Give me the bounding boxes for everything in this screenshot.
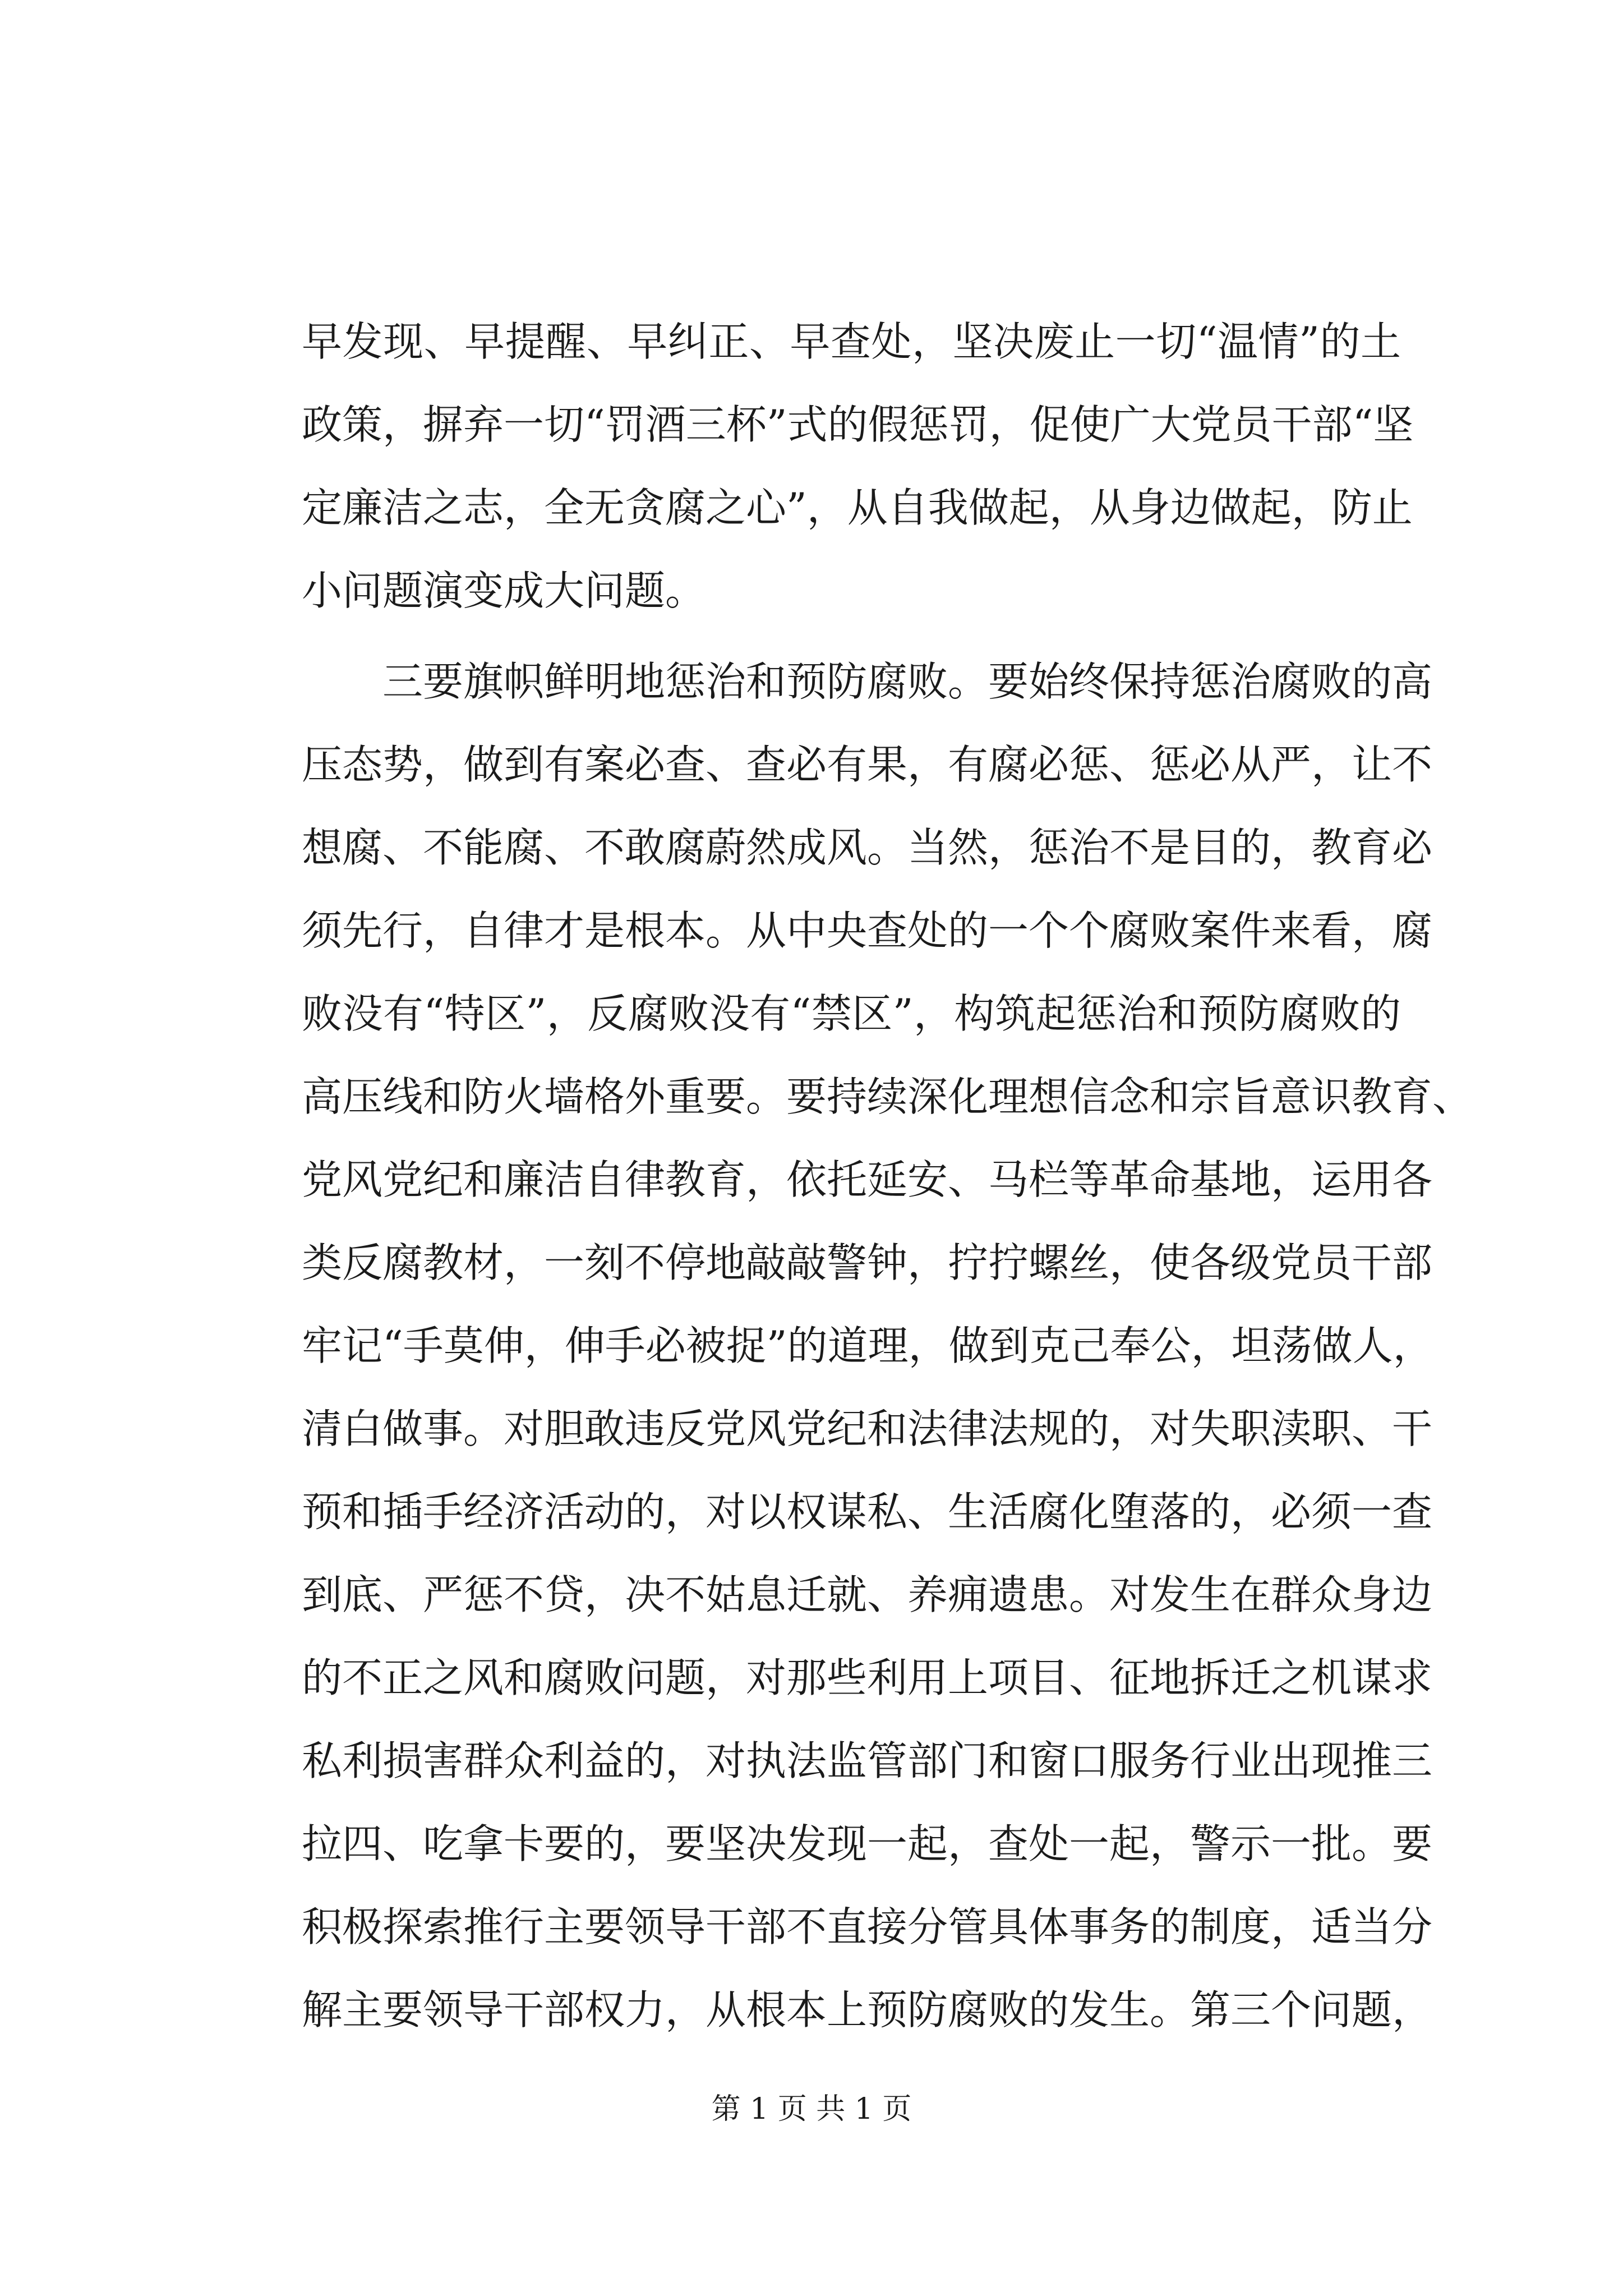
page-number-label: 第 1 页 共 1 页	[711, 2092, 912, 2126]
text-line: 预和插手经济活动的，对以权谋私、生活腐化堕落的，必须一查	[302, 1488, 1433, 1535]
text-line: 积极探索推行主要领导干部不直接分管具体事务的制度，适当分	[302, 1903, 1433, 1950]
text-line: 清白做事。对胆敢违反党风党纪和法律法规的，对失职渎职、干	[302, 1405, 1433, 1452]
text-line: 的不正之风和腐败问题，对那些利用上项目、征地拆迁之机谋求	[302, 1654, 1433, 1701]
text-line: 类反腐教材，一刻不停地敲敲警钟，拧拧螺丝，使各级党员干部	[302, 1239, 1433, 1286]
text-line: 想腐、不能腐、不敢腐蔚然成风。当然，惩治不是目的，教育必	[302, 824, 1433, 871]
text-line: 解主要领导干部权力，从根本上预防腐败的发生。第三个问题，	[302, 1986, 1433, 2033]
text-line: 定廉洁之志，全无贪腐之心”，从自我做起，从身边做起，防止	[302, 484, 1413, 531]
text-line: 高压线和防火墙格外重要。要持续深化理想信念和宗旨意识教育、	[302, 1073, 1473, 1120]
text-line: 到底、严惩不贷，决不姑息迁就、养痈遗患。对发生在群众身边	[302, 1571, 1433, 1618]
text-line: 私利损害群众利益的，对执法监管部门和窗口服务行业出现推三	[302, 1737, 1433, 1784]
paragraph-2	[302, 640, 1473, 2051]
text-line: 压态势，做到有案必查、查必有果，有腐必惩、惩必从严，让不	[302, 741, 1433, 788]
text-line: 早发现、早提醒、早纠正、早查处，坚决废止一切“温情”的土	[302, 318, 1401, 365]
text-line: 牢记“手莫伸，伸手必被捉”的道理，做到克己奉公，坦荡做人，	[302, 1322, 1433, 1369]
body-text	[302, 300, 1473, 2051]
text-line: 党风党纪和廉洁自律教育，依托延安、马栏等革命基地，运用各	[302, 1156, 1433, 1203]
paragraph-1	[302, 300, 1414, 632]
page-footer	[0, 2087, 1623, 2132]
text-line: 三要旗帜鲜明地惩治和预防腐败。要始终保持惩治腐败的高	[382, 658, 1433, 705]
text-line: 败没有“特区”，反腐败没有“禁区”，构筑起惩治和预防腐败的	[302, 990, 1401, 1037]
text-line: 须先行，自律才是根本。从中央查处的一个个腐败案件来看，腐	[302, 907, 1433, 954]
text-line: 政策，摒弃一切“罚酒三杯”式的假惩罚，促使广大党员干部“坚	[302, 401, 1414, 448]
text-line: 拉四、吃拿卡要的，要坚决发现一起，查处一起，警示一批。要	[302, 1820, 1433, 1867]
text-line: 小问题演变成大问题。	[302, 567, 706, 614]
